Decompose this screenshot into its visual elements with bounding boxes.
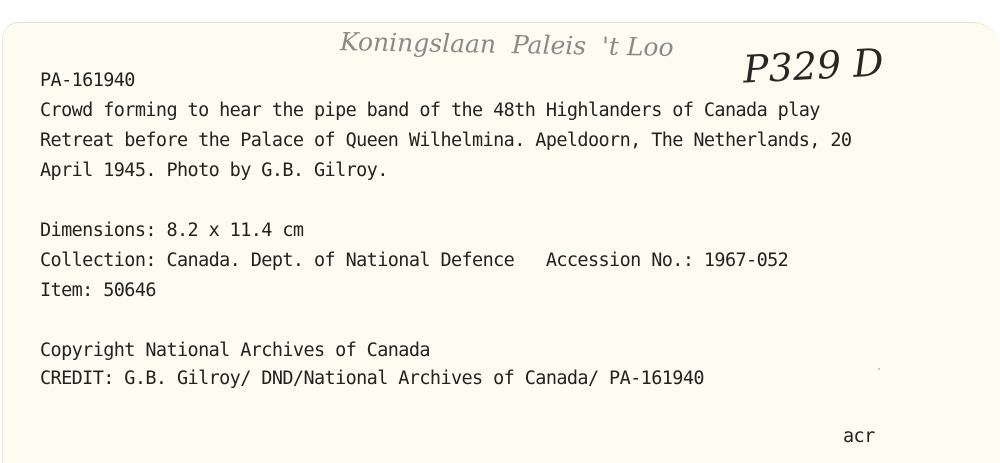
caption-line-1: Crowd forming to hear the pipe band of the 48th Highlanders of Canada play [40, 100, 820, 121]
initials: acr [843, 426, 875, 447]
item-number-line: Item: 50646 [40, 280, 156, 301]
dimensions-line: Dimensions: 8.2 x 11.4 cm [40, 220, 304, 241]
handwritten-reference-number: P329 D [741, 40, 885, 92]
handwritten-place-note: Koningslaan Paleis 't Loo [339, 27, 674, 62]
paper-speck [878, 368, 880, 370]
credit-line: CREDIT: G.B. Gilroy/ DND/National Archives of Canada/ PA-161940 [40, 368, 704, 389]
collection-line: Collection: Canada. Dept. of National Defence Accession No.: 1967-052 [40, 250, 789, 271]
caption-line-2: Retreat before the Palace of Queen Wilhelmina. Apeldoorn, The Netherlands, 20 [40, 130, 852, 151]
archive-catalogue-card [2, 22, 1000, 463]
photo-number: PA-161940 [40, 70, 135, 91]
copyright-line: Copyright National Archives of Canada [40, 340, 430, 361]
caption-line-3: April 1945. Photo by G.B. Gilroy. [40, 160, 388, 181]
